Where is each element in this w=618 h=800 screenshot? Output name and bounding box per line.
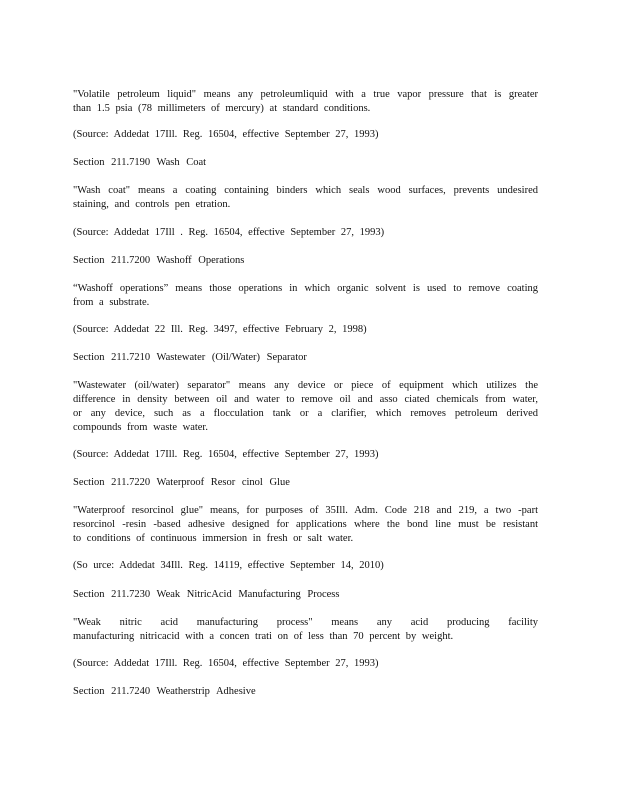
text-line: compounds from waste water. <box>73 422 208 433</box>
definition-wash-coat <box>73 184 538 212</box>
section-heading-211-7210: Section 211.7210 Wastewater (Oil/Water) Separator <box>73 352 307 363</box>
definition-volatile-petroleum-liquid <box>73 88 538 116</box>
source-note: (So urce: Addedat 34Ill. Reg. 14119, effective September 14, 2010) <box>73 560 384 571</box>
definition-wastewater-separator <box>73 379 538 435</box>
text-line: manufacturing nitricacid with a concen trati on of less than 70 percent by weight. <box>73 631 454 642</box>
text-line: "Wash coat" means a coating containing binders which seals wood surfaces, prevents undesired <box>73 185 538 196</box>
source-note: (Source: Addedat 17Ill. Reg. 16504, effective September 27, 1993) <box>73 658 379 669</box>
text-line: “Washoff operations” means those operations in which organic solvent is used to remove coating <box>73 283 538 294</box>
section-heading-211-7220: Section 211.7220 Waterproof Resor cinol Glue <box>73 477 290 488</box>
section-heading-211-7200: Section 211.7200 Washoff Operations <box>73 255 245 266</box>
section-heading-211-7230: Section 211.7230 Weak NitricAcid Manufacturing Process <box>73 589 340 600</box>
text-line: staining, and controls pen etration. <box>73 199 231 210</box>
source-note: (Source: Addedat 17Ill . Reg. 16504, effective September 27, 1993) <box>73 227 385 238</box>
text-line: difference in density between oil and water to remove oil and asso ciated chemicals from water, <box>73 394 538 405</box>
section-heading-211-7190: Section 211.7190 Wash Coat <box>73 157 207 168</box>
section-heading-211-7240: Section 211.7240 Weatherstrip Adhesive <box>73 686 256 697</box>
source-note: (Source: Addedat 17Ill. Reg. 16504, effective September 27, 1993) <box>73 129 379 140</box>
text-line: to conditions of continuous immersion in fresh or salt water. <box>73 533 354 544</box>
text-line: from a substrate. <box>73 297 150 308</box>
source-note: (Source: Addedat 22 Ill. Reg. 3497, effective February 2, 1998) <box>73 324 367 335</box>
definition-waterproof-resorcinol-glue <box>73 504 538 546</box>
text-line: resorcinol -resin -based adhesive designed for applications where the bond line must be resistant <box>73 519 538 530</box>
definition-weak-nitric-acid-process <box>73 616 538 644</box>
text-line: "Wastewater (oil/water) separator" means any device or piece of equipment which utilizes the <box>73 380 538 391</box>
definition-washoff-operations <box>73 282 538 310</box>
text-line: "Volatile petroleum liquid" means any petroleumliquid with a true vapor pressure that is greater <box>73 89 538 100</box>
text-line: "Waterproof resorcinol glue" means, for purposes of 35Ill. Adm. Code 218 and 219, a two -part <box>73 505 538 516</box>
text-line: "Weak nitric acid manufacturing process" means any acid producing facility <box>73 617 538 628</box>
source-note: (Source: Addedat 17Ill. Reg. 16504, effective September 27, 1993) <box>73 449 379 460</box>
text-line: or any device, such as a flocculation tank or a clarifier, which removes petroleum derived <box>73 408 538 419</box>
text-line: than 1.5 psia (78 millimeters of mercury) at standard conditions. <box>73 103 371 114</box>
